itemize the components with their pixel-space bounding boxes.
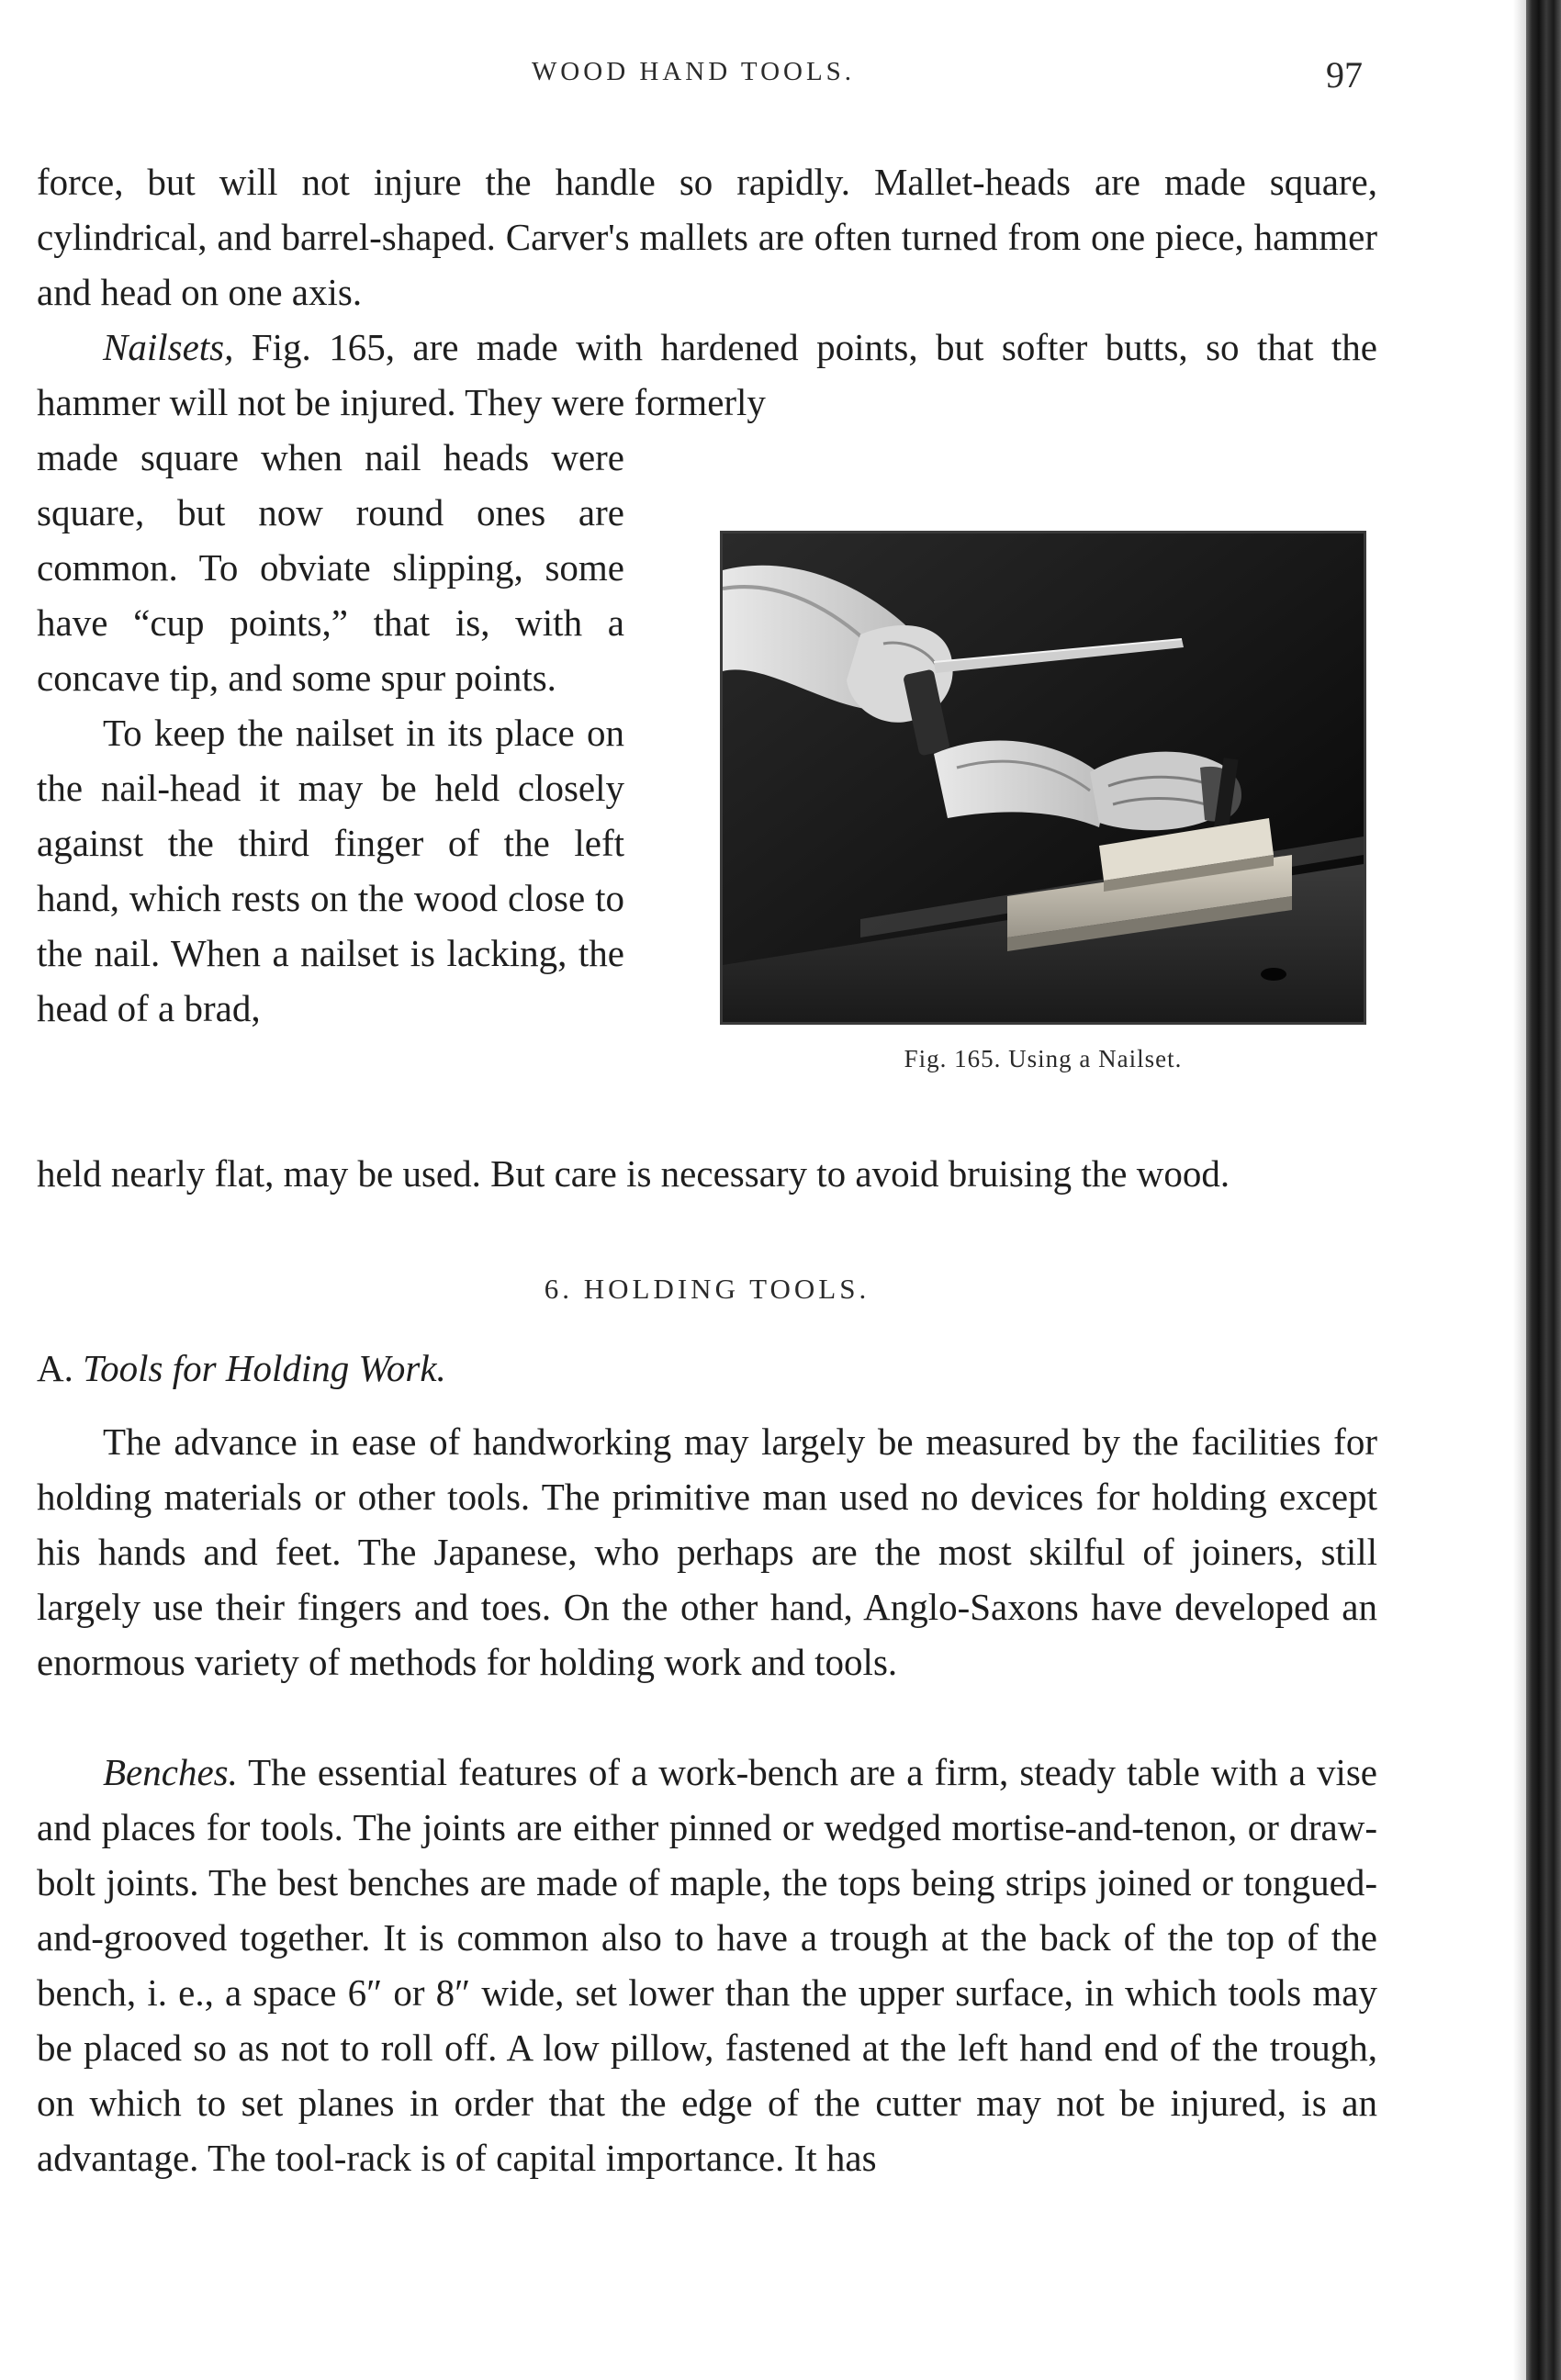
- subsection-heading: [37, 1346, 446, 1390]
- spine-shadow: [1513, 0, 1526, 2380]
- book-spine-edge: [1526, 0, 1561, 2380]
- running-title: WOOD HAND TOOLS.: [531, 57, 856, 86]
- paragraph-nailset-tail: held nearly flat, may be used. But care is necessary to avoid bruising the wood.: [37, 1152, 1230, 1195]
- figure-caption: Fig. 165. Using a Nailset.: [904, 1045, 1183, 1072]
- subsection-label: A.: [37, 1347, 73, 1389]
- page-number: 97: [1326, 54, 1363, 95]
- paragraph-nailsets-text: Fig. 165, are made with hardened points, but softer butts, so that the hammer will not be injured. They were formerly: [37, 326, 1377, 423]
- subsection-title: Tools for Holding Work.: [83, 1347, 446, 1389]
- paragraph-holding-tools: The advance in ease of handworking may largely be measured by the facilities for holding materials or other tools. The primitive man used no devices for holding except his hands and feet. The Japanese, who perhaps are the most skilful of joiners, still largely use their fingers and toes. On the other hand, Anglo-Saxons have developed an enormous variety of methods for holding work and tools.: [37, 1420, 1377, 1683]
- paragraph-nailsets-continued: made square when nail heads were square, but now round ones are common. To obviate slipping, some have “cup points,” that is, with a concave tip, and some spur points.: [37, 436, 624, 699]
- paragraph-nailset-holding: To keep the nailset in its place on the nail-head it may be held closely against the third finger of the left hand, which rests on the wood close to the nail. When a nailset is lacking, the head of a brad,: [37, 712, 624, 1029]
- section-heading: 6. HOLDING TOOLS.: [544, 1273, 870, 1305]
- paragraph-benches-text: The essential features of a work-bench are a firm, steady table with a vise and places for tools. The joints are either pinned or wedged mortise-and-tenon, or draw-bolt joints. The best benches are made of maple, the tops being strips joined or tongued-and-grooved together. It is common also to have a trough at the back of the top of the bench, i. e., a space 6″ or 8″ wide, set lower than the upper surface, in which tools may be placed so as not to roll off. A low pillow, fastened at the left hand end of the trough, on which to set planes in order that the edge of the cutter may not be injured, is an advantage. The tool-rack is of capital importance. It has: [37, 1751, 1377, 2179]
- figure-nailset-photo: [720, 531, 1366, 1025]
- wrapped-text-column: [37, 430, 624, 1036]
- photo-using-nailset: [723, 533, 1364, 1022]
- paragraph-lead-benches: Benches.: [103, 1751, 238, 1793]
- paragraph-benches: [37, 1745, 1377, 2185]
- paragraph-nailsets-intro: [37, 320, 1377, 430]
- paragraph-lead-nailsets: Nailsets,: [103, 326, 234, 368]
- paragraph-mallets: force, but will not injure the handle so rapidly. Mallet-heads are made square, cylindrical, and barrel-shaped. Carver's mallets are often turned from one piece, hammer and head on one axis.: [37, 161, 1377, 313]
